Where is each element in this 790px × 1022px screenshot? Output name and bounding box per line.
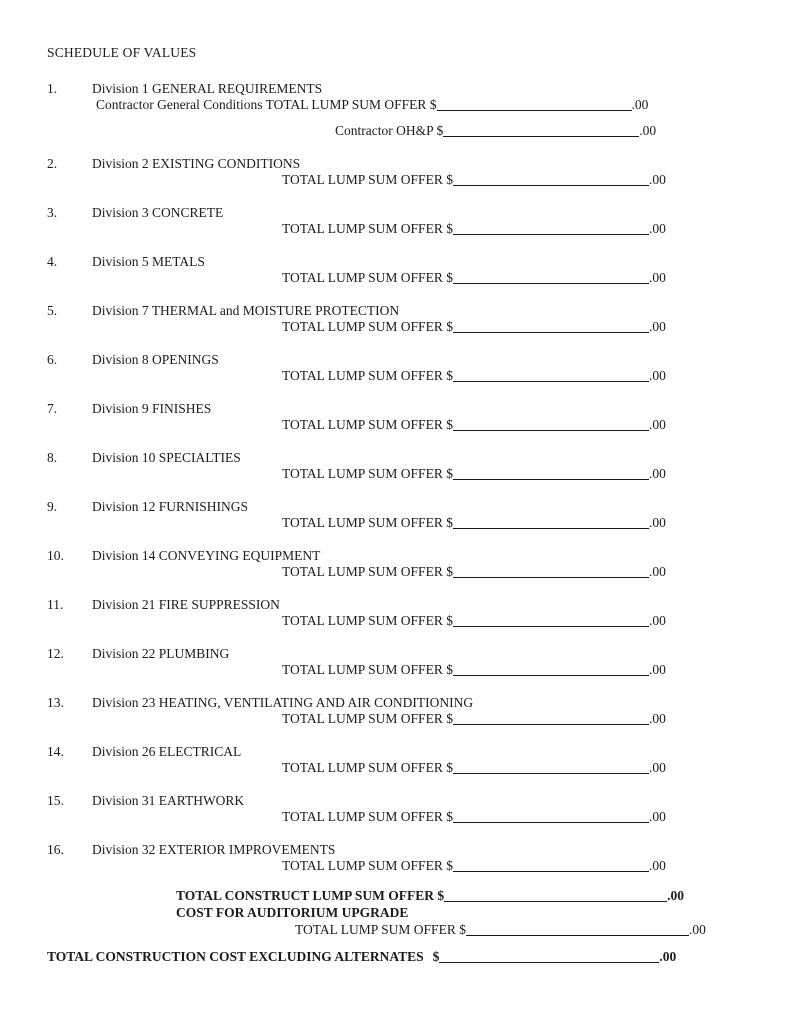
- offer-row: [282, 221, 790, 237]
- item-heading-row: [47, 81, 790, 97]
- amount-blank: [453, 616, 649, 627]
- offer-label: TOTAL LUMP SUM OFFER $: [282, 858, 453, 873]
- item-number: 15.: [47, 793, 64, 808]
- item-heading: Division 9 FINISHES: [92, 401, 212, 416]
- item-number: 4.: [47, 254, 58, 269]
- offer-label: TOTAL LUMP SUM OFFER $: [282, 319, 453, 334]
- cents-label: .00: [648, 417, 666, 432]
- schedule-item: [47, 548, 790, 580]
- offer-label: TOTAL LUMP SUM OFFER $: [282, 368, 453, 383]
- offer-label: TOTAL LUMP SUM OFFER $: [282, 564, 453, 579]
- amount-blank: [453, 224, 649, 235]
- cents-label: .00: [648, 613, 666, 628]
- cents-label: .00: [648, 368, 666, 383]
- item-number: 6.: [47, 352, 58, 367]
- item-number: 16.: [47, 842, 64, 857]
- amount-blank: [466, 925, 689, 936]
- cents-label: .00: [648, 515, 666, 530]
- offer-row: [282, 417, 790, 433]
- schedule-item: [47, 352, 790, 384]
- grand-total-label: TOTAL CONSTRUCTION COST EXCLUDING ALTERNATES: [47, 949, 424, 964]
- offer-row: [282, 368, 790, 384]
- offer-row: [282, 172, 790, 188]
- offer-label: Contractor General Conditions TOTAL LUMP SUM OFFER $: [96, 97, 437, 112]
- item-heading-row: [47, 695, 790, 711]
- offer-row: [282, 809, 790, 825]
- item-heading-row: [47, 205, 790, 221]
- schedule-item: [47, 450, 790, 482]
- item-number: 11.: [47, 597, 64, 612]
- offer-label: TOTAL LUMP SUM OFFER $: [282, 172, 453, 187]
- item-number: 9.: [47, 499, 58, 514]
- cents-label: .00: [648, 319, 666, 334]
- auditorium-offer-row: [295, 921, 790, 938]
- schedule-item: [47, 597, 790, 629]
- offer-label: TOTAL LUMP SUM OFFER $: [282, 417, 453, 432]
- item-number: 7.: [47, 401, 58, 416]
- offer-row: [282, 515, 790, 531]
- offer-row: [282, 319, 790, 335]
- amount-blank: [453, 861, 649, 872]
- offer-label: TOTAL LUMP SUM OFFER $: [282, 515, 453, 530]
- item-number: 8.: [47, 450, 58, 465]
- item-heading: Division 1 GENERAL REQUIREMENTS: [92, 81, 323, 96]
- schedule-item: [47, 254, 790, 286]
- amount-blank: [443, 126, 639, 137]
- cents-label: .00: [648, 564, 666, 579]
- offer-label: TOTAL LUMP SUM OFFER $: [282, 760, 453, 775]
- amount-blank: [453, 322, 649, 333]
- item-number: 1.: [47, 81, 58, 96]
- cents-label: .00: [659, 949, 677, 964]
- cents-label: .00: [648, 760, 666, 775]
- schedule-item: [47, 695, 790, 727]
- item-heading: Division 10 SPECIALTIES: [92, 450, 241, 465]
- cents-label: .00: [639, 123, 657, 138]
- item-number: 5.: [47, 303, 58, 318]
- item-heading: Division 21 FIRE SUPPRESSION: [92, 597, 280, 612]
- schedule-item: [47, 303, 790, 335]
- offer-row: [282, 613, 790, 629]
- offer-row: [282, 270, 790, 286]
- offer-label: TOTAL LUMP SUM OFFER $: [295, 922, 466, 937]
- item-number: 2.: [47, 156, 58, 171]
- item-heading-row: [47, 352, 790, 368]
- total-construct-row: [176, 887, 790, 904]
- item-number: 3.: [47, 205, 58, 220]
- amount-blank: [453, 567, 649, 578]
- amount-blank: [439, 952, 659, 963]
- item-heading: Division 8 OPENINGS: [92, 352, 219, 367]
- item-heading-row: [47, 548, 790, 564]
- offer-row: [282, 662, 790, 678]
- item-heading-row: [47, 597, 790, 613]
- offer-row: [282, 564, 790, 580]
- offer-label: TOTAL LUMP SUM OFFER $: [282, 466, 453, 481]
- amount-blank: [453, 175, 649, 186]
- item-heading-row: [47, 303, 790, 319]
- item-heading: Division 3 CONCRETE: [92, 205, 224, 220]
- cents-label: .00: [648, 809, 666, 824]
- dollar-sign: $: [432, 949, 440, 964]
- totals-section: [47, 887, 790, 965]
- ohp-label: Contractor OH&P $: [335, 123, 444, 138]
- schedule-item: [47, 401, 790, 433]
- cents-label: .00: [648, 172, 666, 187]
- schedule-item: [47, 842, 790, 874]
- schedule-item: [47, 646, 790, 678]
- item-number: 13.: [47, 695, 64, 710]
- offer-row: [282, 466, 790, 482]
- document-title: SCHEDULE OF VALUES: [47, 45, 197, 60]
- offer-row: [282, 711, 790, 727]
- item-heading-row: [47, 646, 790, 662]
- amount-blank: [453, 518, 649, 529]
- item-heading: Division 32 EXTERIOR IMPROVEMENTS: [92, 842, 336, 857]
- schedule-item: [47, 793, 790, 825]
- total-construct-label: TOTAL CONSTRUCT LUMP SUM OFFER $: [176, 888, 445, 903]
- item-heading-row: [47, 156, 790, 172]
- cents-label: .00: [648, 466, 666, 481]
- grand-total-row: [47, 948, 790, 965]
- amount-blank: [437, 100, 632, 111]
- schedule-item: [47, 744, 790, 776]
- amount-blank: [453, 665, 649, 676]
- item-number: 14.: [47, 744, 64, 759]
- item-heading-row: [47, 793, 790, 809]
- offer-row: [282, 858, 790, 874]
- item-heading-row: [47, 499, 790, 515]
- amount-blank: [453, 714, 649, 725]
- item-number: 12.: [47, 646, 64, 661]
- item-number: 10.: [47, 548, 64, 563]
- offer-label: TOTAL LUMP SUM OFFER $: [282, 270, 453, 285]
- cents-label: .00: [631, 97, 649, 112]
- cents-label: .00: [648, 662, 666, 677]
- amount-blank: [453, 371, 649, 382]
- cents-label: .00: [648, 711, 666, 726]
- offer-label: TOTAL LUMP SUM OFFER $: [282, 662, 453, 677]
- item-heading: Division 31 EARTHWORK: [92, 793, 245, 808]
- item-heading-row: [47, 450, 790, 466]
- cents-label: .00: [648, 270, 666, 285]
- amount-blank: [453, 763, 649, 774]
- item-heading: Division 22 PLUMBING: [92, 646, 230, 661]
- cents-label: .00: [667, 888, 685, 903]
- ohp-row: [335, 123, 790, 139]
- item-heading-row: [47, 744, 790, 760]
- amount-blank: [453, 469, 649, 480]
- schedule-item: [47, 499, 790, 531]
- auditorium-upgrade-heading: COST FOR AUDITORIUM UPGRADE: [176, 905, 409, 920]
- item-heading-row: [47, 254, 790, 270]
- amount-blank: [453, 273, 649, 284]
- item-heading: Division 14 CONVEYING EQUIPMENT: [92, 548, 321, 563]
- item-heading: Division 12 FURNISHINGS: [92, 499, 249, 514]
- schedule-item: [47, 156, 790, 188]
- amount-blank: [444, 891, 667, 902]
- offer-label: TOTAL LUMP SUM OFFER $: [282, 613, 453, 628]
- offer-label: TOTAL LUMP SUM OFFER $: [282, 809, 453, 824]
- amount-blank: [453, 812, 649, 823]
- schedule-item-1: [47, 81, 790, 139]
- cents-label: .00: [648, 221, 666, 236]
- offer-row: [282, 760, 790, 776]
- cents-label: .00: [648, 858, 666, 873]
- item-heading: Division 23 HEATING, VENTILATING AND AIR CONDITIONING: [92, 695, 474, 710]
- schedule-item: [47, 205, 790, 237]
- amount-blank: [453, 420, 649, 431]
- item-heading-row: [47, 842, 790, 858]
- item-heading: Division 2 EXISTING CONDITIONS: [92, 156, 301, 171]
- schedule-items: [47, 156, 790, 874]
- cents-label: .00: [688, 922, 706, 937]
- offer-label: TOTAL LUMP SUM OFFER $: [282, 711, 453, 726]
- item-heading-row: [47, 401, 790, 417]
- item-heading: Division 26 ELECTRICAL: [92, 744, 242, 759]
- offer-row: [96, 97, 790, 113]
- item-heading: Division 5 METALS: [92, 254, 205, 269]
- item-heading: Division 7 THERMAL and MOISTURE PROTECTION: [92, 303, 400, 318]
- offer-label: TOTAL LUMP SUM OFFER $: [282, 221, 453, 236]
